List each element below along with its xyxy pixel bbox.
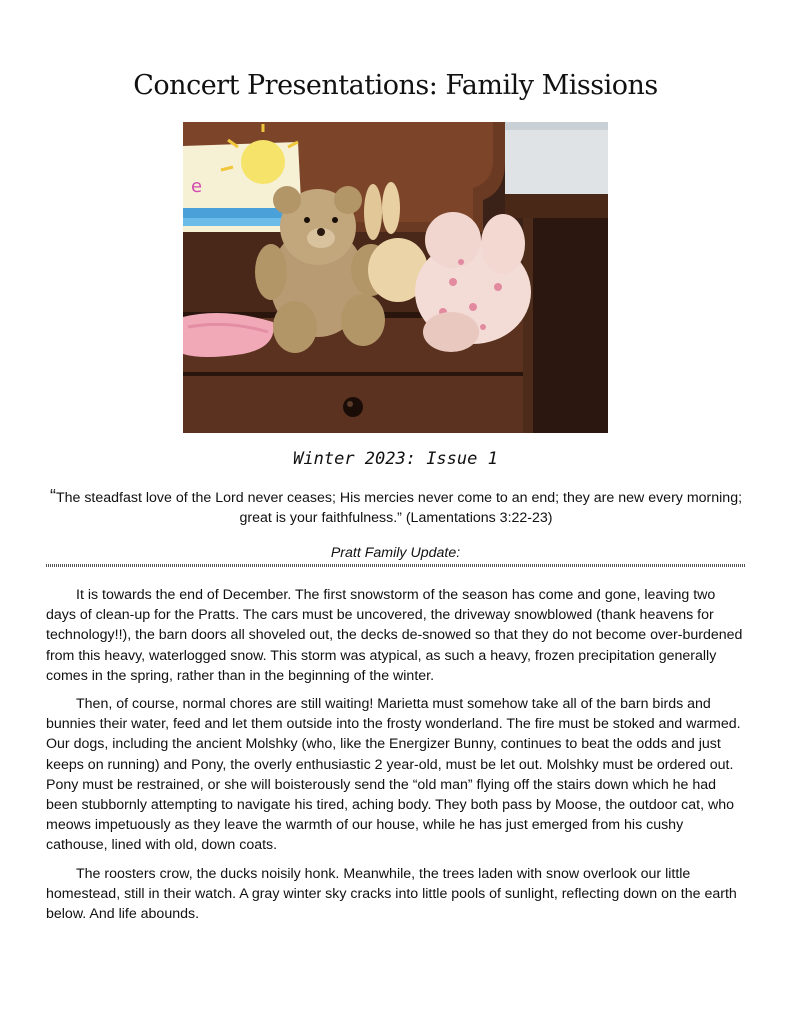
paragraph: Then, of course, normal chores are still waiting! Marietta must somehow take all of the barn birds and bunnies their water, feed and let them outside into the frosty wonderland. The fire must be stoked and warmed. Our dogs, including the ancient Molshky (who, like the Energizer Bunny, continues to beat the odds and just keeps on running) and Pony, the overly enthusiastic 2 year-old, must be let out. Molshky must be ordered out. Pony must be restrained, or she will boisterously send the “old man” flying off the stairs down which he had been stubbornly attempting to navigate his tired, aching body. They both pass by Moose, the outdoor cat, who meows impetuously as they leave the warmth of our house, while he has just emerged from his cushy cathouse, lined with old, down coats. <box>46 696 741 854</box>
verse-text: The steadfast love of the Lord never ceases; His mercies never come to an end; they are new every morning; great is your faithfulness.” (Lamentations 3:22-23) <box>55 490 743 526</box>
paragraph: The roosters crow, the ducks noisily honk. Meanwhile, the trees laden with snow overlook our little homestead, still in their watch. A gray winter sky cracks into little pools of sunlight, reflecting down on the earth below. And life abounds. <box>46 865 737 923</box>
page-title: Concert Presentations: Family Missions <box>133 70 658 101</box>
svg-text:e: e <box>191 176 203 197</box>
verse-open-quote: “ <box>49 486 56 506</box>
teddy-bears-photo <box>183 122 608 433</box>
section-heading: Pratt Family Update: <box>330 545 461 561</box>
scripture-verse <box>46 486 746 528</box>
article-body <box>46 585 746 932</box>
issue-label: Winter 2023: Issue 1 <box>293 449 498 469</box>
paragraph: It is towards the end of December. The first snowstorm of the season has come and gone, leaving two days of clean-up for the Pratts. The cars must be uncovered, the driveway snowblowed (thank heavens for technology!!), the barn doors all shoveled out, the decks de-snowed so that they do not become over-burdened from this heavy, waterlogged snow. This storm was atypical, as such a heavy, frozen precipitation generally comes in the spring, rather than in the beginning of the winter. <box>46 587 743 684</box>
section-divider <box>46 564 746 567</box>
